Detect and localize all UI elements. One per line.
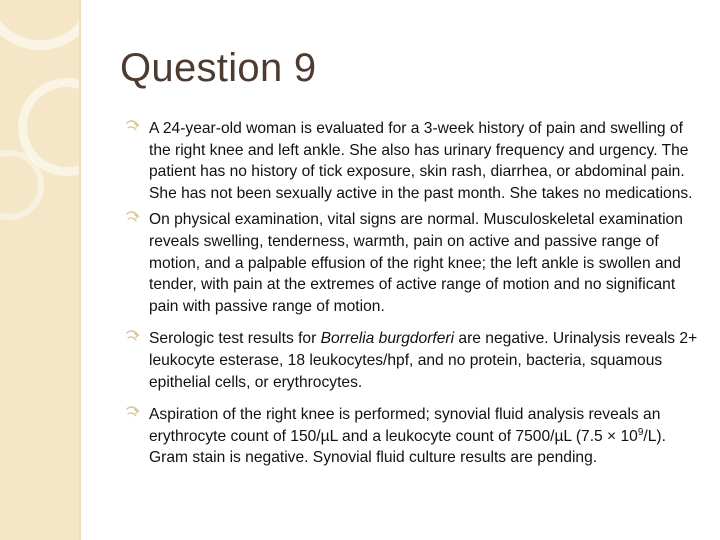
bullet-text: are negative. Urinalysis reveals 2+ leukocyte esterase, 18 leukocytes/hpf, and no protein, bacteria, squamous epithelial cells, or erythrocytes. — [149, 330, 698, 391]
superscript: 9 — [637, 426, 644, 438]
decorative-arrow-icon — [126, 405, 140, 419]
decorative-ring — [0, 0, 100, 50]
sidebar-edge — [79, 0, 81, 540]
bullet-item — [120, 118, 700, 204]
bullet-text: On physical examination, vital signs are normal. Musculoskeletal examination reveals swelling, tenderness, warmth, pain on active and passive range of motion, and a palpable effusion of the right knee; the left ankle is swollen and tender, with pain at the extremes of active range of motion and no significant pain with passive range of motion. — [149, 211, 683, 315]
bullet-item — [120, 404, 700, 469]
bullet-text: Serologic test results for — [149, 330, 321, 348]
bullet-item — [120, 328, 700, 393]
bullet-text: /L). Gram stain is negative. Synovial fluid culture results are pending. — [149, 427, 666, 467]
bullet-text: A 24-year-old woman is evaluated for a 3-week history of pain and swelling of the right knee and left ankle. She also has urinary frequency and urgency. The patient has no history of tick exposure, skin rash, diarrhea, or abdominal pain. She has not been sexually active in the past month. She takes no medications. — [149, 120, 693, 202]
bullet-item — [120, 209, 700, 317]
bullet-text: Aspiration of the right knee is performed; synovial fluid analysis reveals an erythrocyte count of 150/µL and a leukocyte count of 7500/µL (7.5 × 10 — [149, 406, 661, 445]
decorative-sidebar — [0, 0, 79, 540]
decorative-arrow-icon — [126, 210, 140, 224]
italic-term: Borrelia burgdorferi — [320, 330, 455, 348]
slide-title: Question 9 — [120, 46, 317, 90]
decorative-arrow-icon — [126, 329, 140, 343]
decorative-arrow-icon — [126, 119, 140, 133]
bullet-list — [120, 118, 700, 474]
